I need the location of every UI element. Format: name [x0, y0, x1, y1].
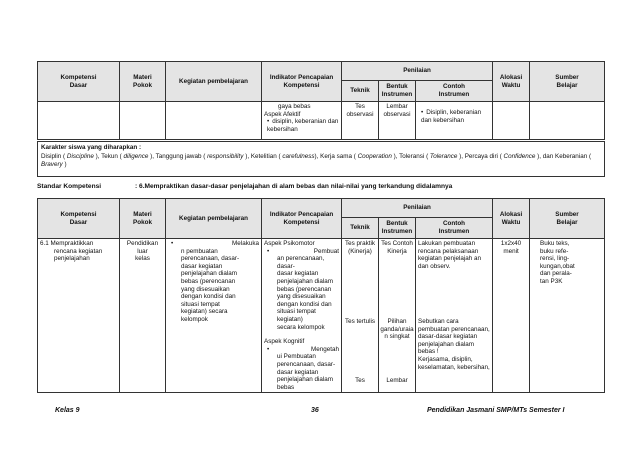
karakter-text-part: Disiplin (: [41, 152, 67, 160]
header-alokasi: Alokasi Waktu: [493, 199, 530, 239]
text-line: bebas (perencanan: [277, 285, 332, 293]
cell-kegiatan: [166, 102, 262, 140]
text-line: ui Pembuatan: [277, 353, 316, 361]
text-line: kungan,obat: [540, 262, 575, 270]
text-line: penjelajahan dialam: [277, 376, 334, 384]
text-line: penjelajahan dialam: [277, 277, 334, 285]
karakter-text-part: diligence: [123, 152, 149, 160]
text-line: perencanaan, dasar-: [181, 255, 240, 263]
text-line: situasi tempat kegiatan): [277, 308, 316, 323]
header-materi-pokok: Materi Pokok: [120, 62, 166, 102]
cell-kompetensi-61: 6.1 Mempraktikkan rencana kegiatan penjelajahan: [38, 239, 120, 393]
header-kegiatan: Kegiatan pembelajaran: [166, 199, 262, 239]
cell-indikator: [262, 102, 342, 140]
karakter-text-part: ), Toleransi (: [391, 152, 430, 160]
karakter-text-part: Tolerance: [429, 152, 458, 160]
text-line: rencana pelaksanaan: [418, 247, 479, 255]
text-line: penjelajahan dialam: [181, 270, 238, 278]
text-line: dengan kondisi dan: [181, 293, 236, 301]
karakter-text-part: ), Tanggung jawab (: [148, 152, 208, 160]
header-kompetensi-dasar: Kompetensi Dasar: [38, 62, 120, 102]
header-indikator: Indikator Pencapaian Kompetensi: [262, 62, 342, 102]
cell-teknik: Tes praktik (Kinerja) Tes tertulis Tes: [342, 239, 379, 393]
text-line: kelompok: [181, 315, 208, 323]
header-bentuk: Bentuk Instrumen: [379, 218, 416, 239]
text-line: perencanaan, dasar-: [277, 360, 336, 368]
text-line: bebas: [277, 383, 295, 391]
aspek-kognitif: Aspek Kognitif: [264, 338, 305, 346]
text-line: secara kelompok: [277, 323, 325, 331]
cell-contoh: • Disiplin, keberanian dan kebersihan: [416, 102, 493, 140]
text-line: tan P3K: [540, 277, 563, 285]
indikator-line: Aspek Afektif: [264, 110, 301, 118]
text-line: dasar kegiatan: [181, 262, 223, 270]
header-kegiatan: Kegiatan pembelajaran: [166, 62, 262, 102]
text-line: dasar kegiatan: [277, 270, 319, 278]
karakter-text-part: carefulness: [282, 152, 315, 160]
karakter-text-part: ), dan Keberanian (: [535, 152, 592, 160]
cell-sumber: [530, 239, 605, 393]
header-teknik: Teknik: [342, 218, 379, 239]
footer-subject: Pendidikan Jasmani SMP/MTs Semester I: [427, 407, 565, 414]
assessment-table-1: [37, 61, 605, 140]
text-line: yang disesuaikan: [181, 285, 230, 293]
page-number: 36: [311, 407, 319, 414]
karakter-text-part: ): [62, 161, 67, 168]
karakter-text-part: Discipline: [66, 152, 94, 160]
text-line: kegiatan penjelajah an: [418, 255, 482, 263]
text-line: bebas !: [418, 348, 439, 356]
text-line: rensi, ling-: [540, 255, 570, 263]
karakter-text-part: ), Kerja sama (: [314, 152, 358, 160]
header-sumber: Sumber Belajar: [530, 199, 605, 239]
footer-class: Kelas 9: [55, 407, 80, 414]
header-indikator: Indikator Pencapaian Kompetensi: [262, 199, 342, 239]
cell-materi: [120, 102, 166, 140]
text-line: keselamatan, kebersihan,: [418, 363, 490, 371]
aspek-psikomotor: Aspek Psikomotor: [264, 240, 315, 247]
text-line: dan perala-: [540, 270, 572, 278]
standar-kompetensi-label: Standar Kompetensi: [37, 183, 102, 190]
indikator-bullet: • disiplin, keberanian dan kebersihan: [264, 118, 339, 133]
text-line: dasar kegiatan: [277, 368, 319, 376]
karakter-text-part: ), Ketelitian (: [243, 152, 283, 160]
karakter-text-part: Confidence: [503, 152, 536, 160]
text-line: pembuatan perencanaan,: [418, 325, 490, 333]
header-teknik: Teknik: [342, 81, 379, 102]
karakter-text-part: ), Percaya diri (: [457, 152, 504, 160]
standar-kompetensi-value: : 6.Mempraktikan dasar-dasar penjelajahan di alam bebas dan nilai-nilai yang terkandung didalamnya: [135, 183, 453, 190]
cell-teknik: Tes observasi: [342, 102, 379, 140]
cell-alokasi: [493, 102, 530, 140]
text-line: buku refe-: [540, 247, 569, 255]
karakter-text-part: ), Tekun (: [93, 152, 124, 160]
cell-bentuk: Tes Contoh Kinerja Pilihan ganda/uraia n singkat Lembar: [379, 239, 416, 393]
header-alokasi: Alokasi Waktu: [493, 62, 530, 102]
header-penilaian: Penilaian: [342, 199, 493, 218]
assessment-table-2: [37, 198, 605, 393]
text-line: situasi tempat: [181, 300, 220, 308]
text-line: penjelajahan dialam: [418, 340, 475, 348]
cell-kompetensi: [38, 102, 120, 140]
header-contoh: Contoh Instrumen: [416, 218, 493, 239]
text-line: n pembuatan: [181, 247, 218, 255]
header-penilaian: Penilaian: [342, 62, 493, 81]
header-bentuk: Bentuk Instrumen: [379, 81, 416, 102]
karakter-text-part: responsibility: [207, 152, 244, 160]
text-line: Sebutkan cara: [418, 318, 459, 325]
header-contoh: Contoh Instrumen: [416, 81, 493, 102]
text-line: Lakukan pembuatan: [418, 240, 476, 247]
cell-bentuk: Lembar observasi: [379, 102, 416, 140]
text-line: Buku teks,: [540, 240, 570, 247]
text-line: yang disesuaikan: [277, 293, 326, 301]
karakter-text-part: Cooperation: [357, 152, 392, 160]
cell-kegiatan: • Melakuka n pembuatan perencanaan, dasar- dasar kegiatan penjelajahan dialam bebas (perencanan yang disesuaikan dengan kondisi dan situasi tempat kegiatan) secara kelompok: [166, 239, 262, 393]
text-line: dan observ.: [418, 262, 451, 270]
cell-contoh: [416, 239, 493, 393]
karakter-box: [37, 141, 605, 177]
cell-indikator: Aspek Psikomotor • Pembuat an perencanaan, dasar- dasar kegiatan penjelajahan dialam bebas (perencanan yang disesuaikan dengan kondisi dan situasi tempat kegiatan) secara kelompok Aspek Kognitif • Mengetah ui Pembuatan perencanaan, dasar- dasar kegiatan penjelajahan dialam bebas: [262, 239, 342, 393]
text-line: dengan kondisi dan: [277, 300, 332, 308]
cell-sumber: [530, 102, 605, 140]
text-line: dasar-dasar kegiatan: [418, 333, 478, 341]
header-kompetensi-dasar: Kompetensi Dasar: [38, 199, 120, 239]
karakter-text: [41, 153, 601, 170]
cell-materi-pokok: Pendidikan luar kelas: [120, 239, 166, 393]
header-materi-pokok: Materi Pokok: [120, 199, 166, 239]
header-sumber: Sumber Belajar: [530, 62, 605, 102]
indikator-line: gaya bebas: [278, 103, 311, 110]
text-line: an perencanaan, dasar-: [277, 255, 325, 270]
karakter-text-part: Bravery: [41, 161, 63, 168]
text-line: kegiatan) secara: [181, 308, 228, 316]
text-line: bebas (perencanan: [181, 277, 236, 285]
text-line: Kerjasama, disiplin,: [418, 355, 473, 363]
karakter-title: Karakter siswa yang diharapkan :: [41, 144, 142, 151]
cell-alokasi: 1x2x40 menit: [493, 239, 530, 393]
